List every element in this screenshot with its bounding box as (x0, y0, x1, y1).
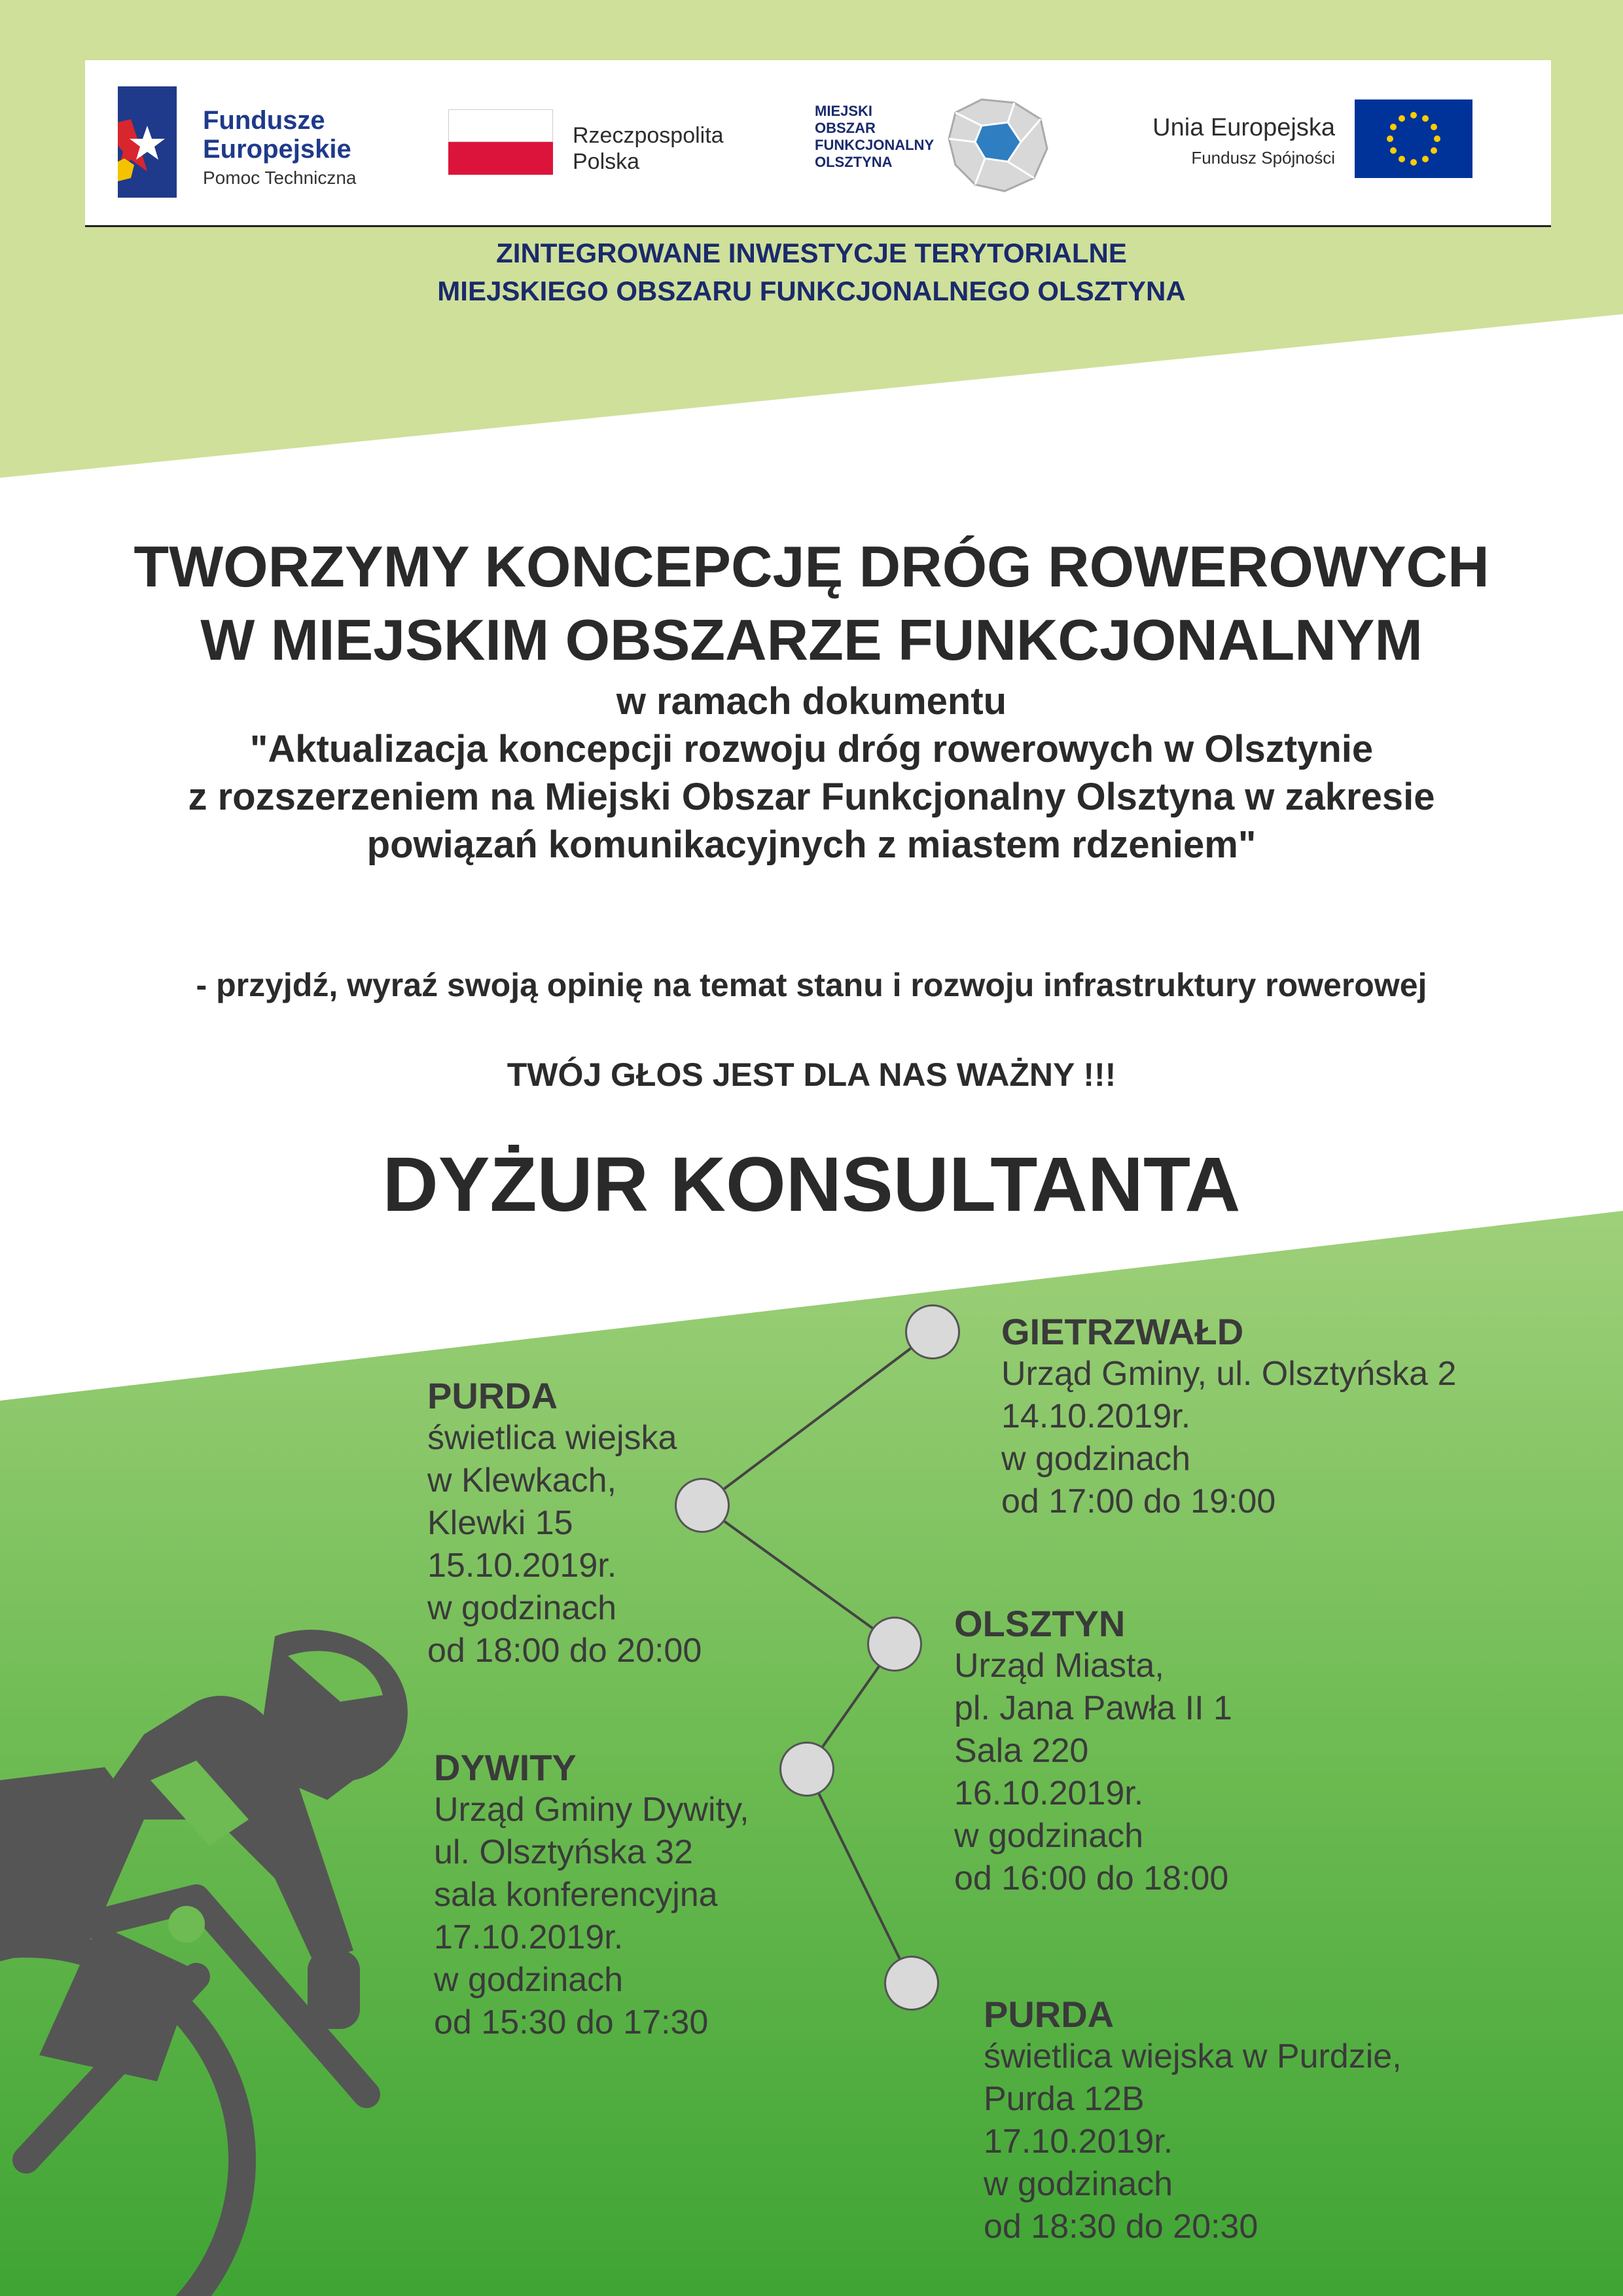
initiative-line1: ZINTEGROWANE INWESTYCJE TERYTORIALNE (496, 238, 1127, 268)
location-olsztyn (954, 1602, 1232, 1900)
location-dywity (434, 1746, 749, 2044)
location-line: Purda 12B (984, 2080, 1145, 2118)
location-line: w godzinach (1001, 1440, 1191, 1478)
location-date: 16.10.2019r. (954, 1774, 1144, 1812)
subtitle-line3: z rozszerzeniem na Miejski Obszar Funkcjonalny Olsztyna w zakresie (188, 776, 1435, 818)
location-name: OLSZTYN (954, 1603, 1126, 1644)
route-node-gietrzwald (905, 1304, 960, 1359)
location-line: świetlica wiejska (427, 1419, 677, 1457)
route-node-dywity (779, 1742, 834, 1797)
location-purda-klewki (427, 1374, 702, 1672)
location-date: 15.10.2019r. (427, 1547, 617, 1585)
location-name: PURDA (984, 1994, 1115, 2035)
rp-line2: Polska (573, 149, 640, 174)
location-line: Urząd Gminy Dywity, (434, 1791, 749, 1829)
location-line: Klewki 15 (427, 1504, 573, 1542)
location-line: w godzinach (984, 2165, 1173, 2203)
location-line: ul. Olsztyńska 32 (434, 1833, 693, 1871)
location-name: GIETRZWAŁD (1001, 1311, 1244, 1352)
location-line: w godzinach (427, 1589, 617, 1627)
location-date: 17.10.2019r. (434, 1918, 624, 1956)
headline-line2: W MIEJSKIM OBSZARZE FUNKCJONALNYM (200, 607, 1423, 672)
fe-line1: Fundusze (203, 106, 325, 135)
location-purda-purda (984, 1993, 1402, 2248)
location-line: Urząd Gminy, ul. Olsztyńska 2 (1001, 1355, 1457, 1393)
fe-line2: Europejskie (203, 135, 351, 164)
location-line: sala konferencyjna (434, 1876, 718, 1914)
mof-line3: FUNKCJONALNY (815, 137, 935, 153)
location-name: DYWITY (434, 1747, 577, 1788)
mof-line1: MIEJSKI (815, 103, 873, 119)
location-line: w godzinach (954, 1817, 1144, 1855)
invite-text: - przyjdź, wyraź swoją opinię na temat stanu i rozwoju infrastruktury rowerowej (196, 967, 1427, 1003)
ue-line1: Unia Europejska (1152, 114, 1335, 141)
rp-line1: Rzeczpospolita (573, 123, 724, 148)
location-date: 17.10.2019r. (984, 2123, 1173, 2161)
route-node-purda-2 (884, 1956, 939, 2011)
location-gietrzwald (1001, 1310, 1456, 1523)
route-node-olsztyn (867, 1617, 922, 1672)
subtitle-line2: "Aktualizacja koncepcji rozwoju dróg rowerowych w Olsztynie (249, 728, 1374, 770)
initiative-line2: MIEJSKIEGO OBSZARU FUNKCJONALNEGO OLSZTYNA (437, 276, 1186, 306)
fe-line3: Pomoc Techniczna (203, 168, 357, 188)
mof-line4: OLSZTYNA (815, 154, 893, 170)
location-line: pl. Jana Pawła II 1 (954, 1689, 1232, 1727)
location-line: w godzinach (434, 1961, 624, 1999)
subtitle-line4: powiązań komunikacyjnych z miastem rdzeniem" (366, 823, 1257, 866)
location-name: PURDA (427, 1375, 558, 1416)
location-line: w Klewkach, (427, 1462, 616, 1499)
location-time: od 18:30 do 20:30 (984, 2208, 1258, 2246)
voice-text: TWÓJ GŁOS JEST DLA NAS WAŻNY !!! (507, 1056, 1116, 1093)
location-time: od 15:30 do 17:30 (434, 2003, 709, 2041)
location-line: świetlica wiejska w Purdzie, (984, 2037, 1402, 2075)
location-date: 14.10.2019r. (1001, 1397, 1191, 1435)
location-line: Sala 220 (954, 1732, 1089, 1770)
section-title: DYŻUR KONSULTANTA (382, 1141, 1241, 1228)
location-time: od 16:00 do 18:00 (954, 1859, 1229, 1897)
location-time: od 18:00 do 20:00 (427, 1632, 702, 1670)
location-time: od 17:00 do 19:00 (1001, 1482, 1276, 1520)
mof-line2: OBSZAR (815, 120, 876, 136)
subtitle-line1: w ramach dokumentu (616, 680, 1007, 723)
headline-line1: TWORZYMY KONCEPCJĘ DRÓG ROWEROWYCH (134, 534, 1489, 599)
location-line: Urząd Miasta, (954, 1647, 1164, 1685)
ue-line2: Fundusz Spójności (1191, 148, 1335, 168)
